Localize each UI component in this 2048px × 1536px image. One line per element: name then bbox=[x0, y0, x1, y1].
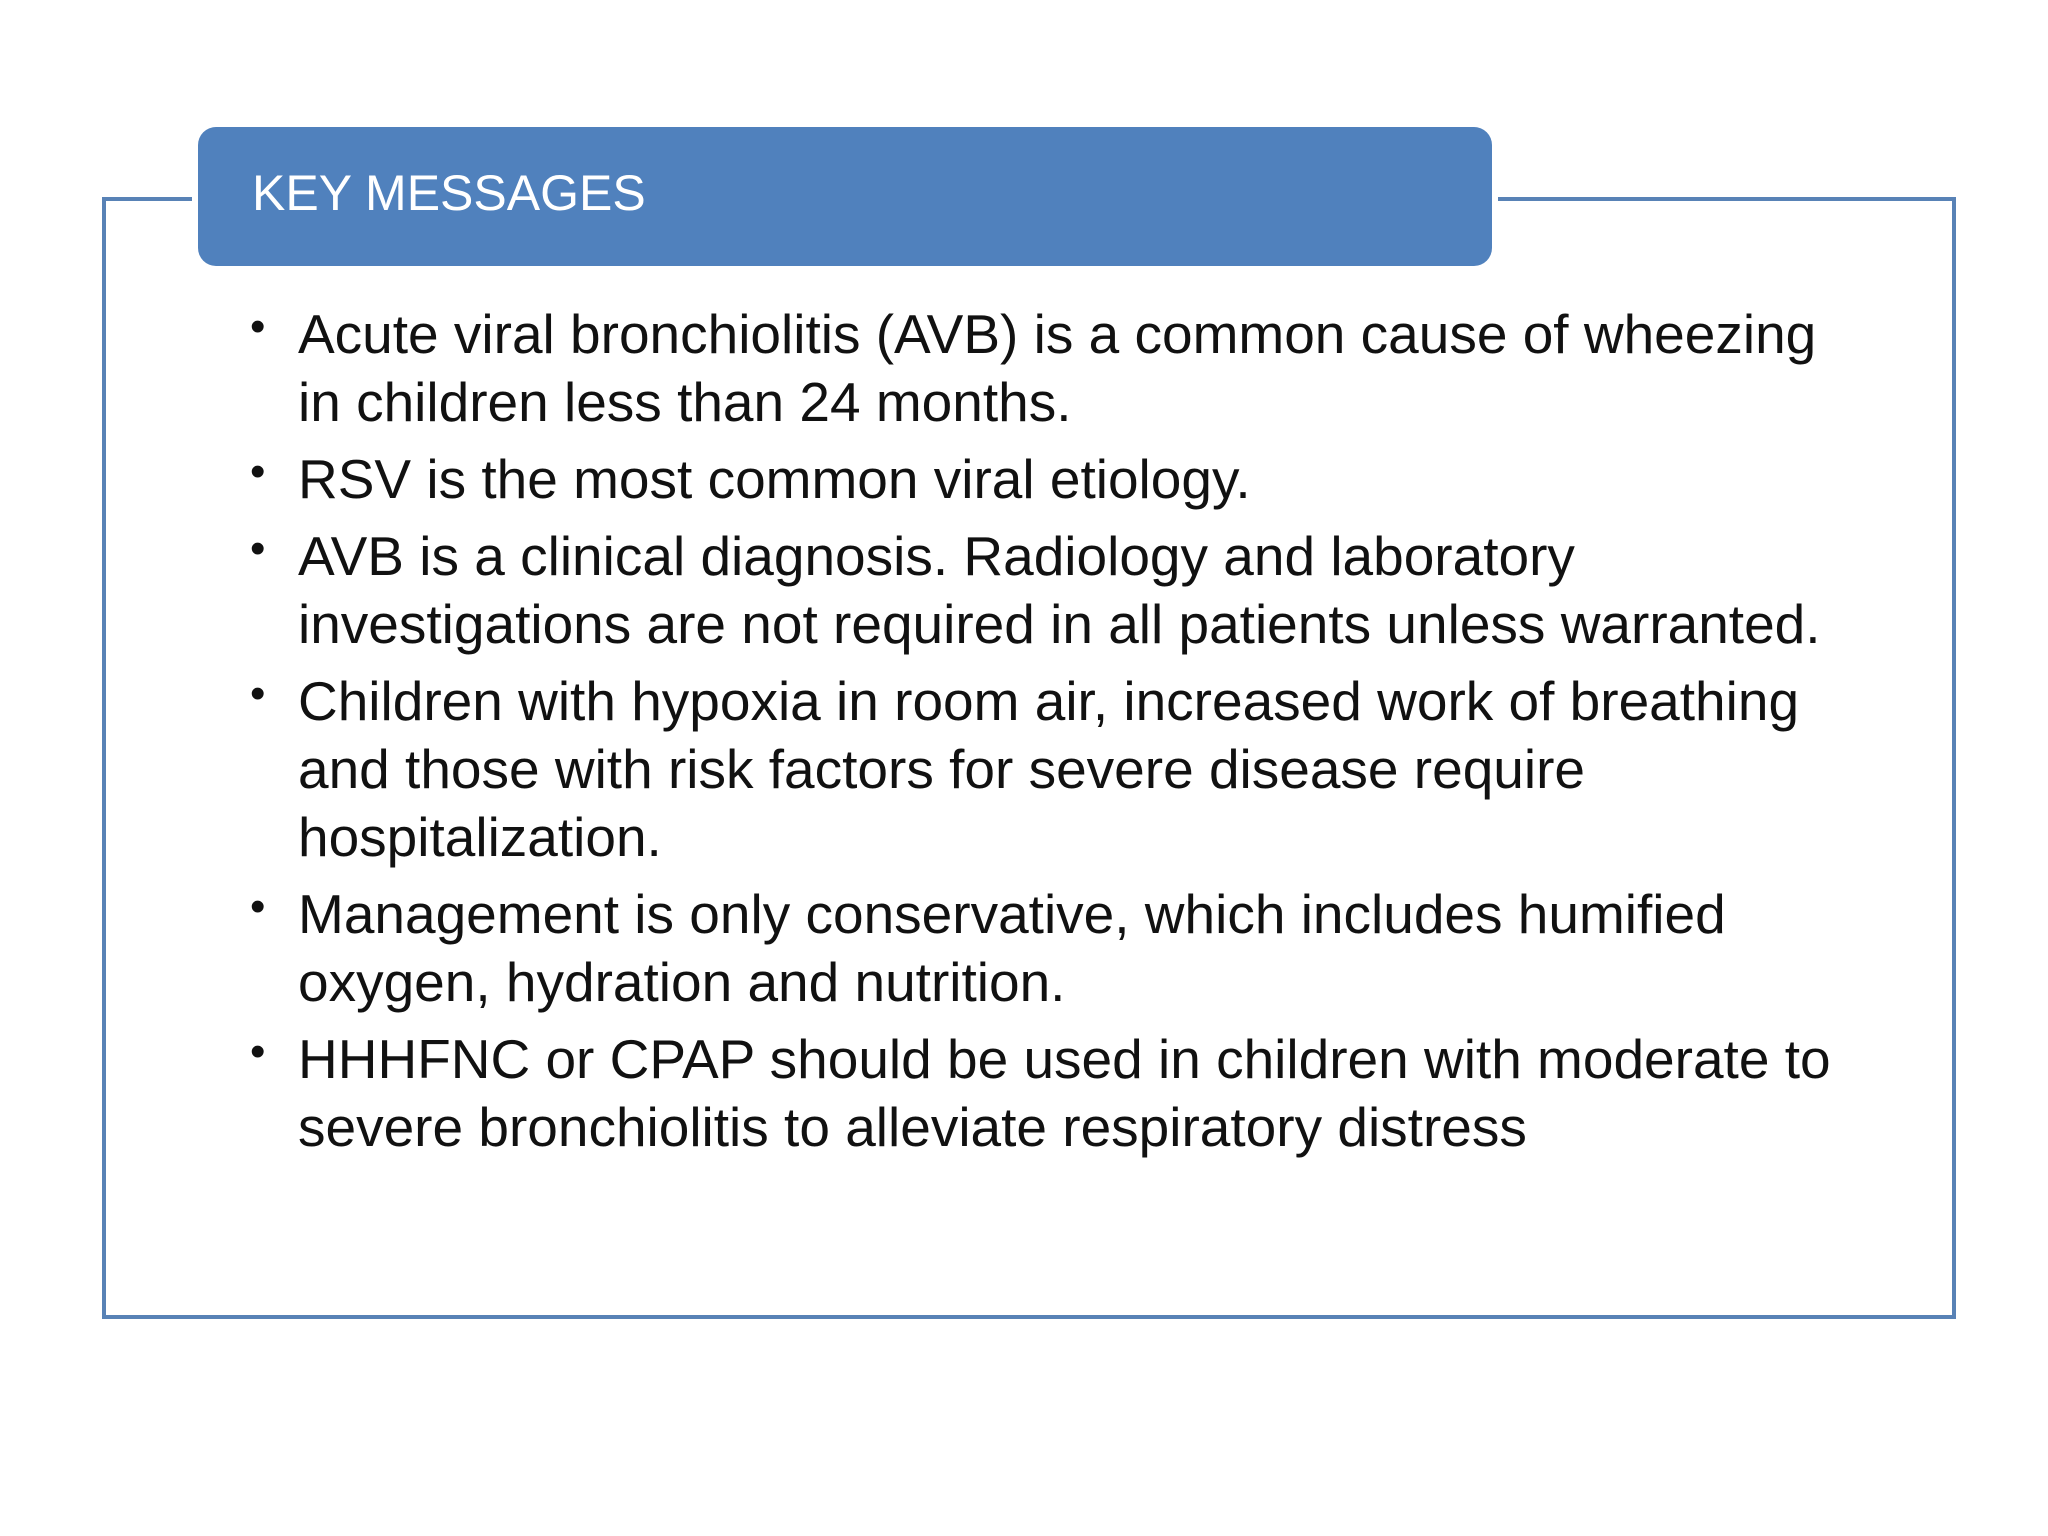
bullet-item bbox=[240, 667, 1840, 871]
bullet-text: Children with hypoxia in room air, increased work of breathing and those with risk factors for severe disease require hospitalization. bbox=[298, 670, 1800, 868]
key-messages-header bbox=[198, 127, 1492, 266]
bullet-text: AVB is a clinical diagnosis. Radiology and laboratory investigations are not required in all patients unless warranted. bbox=[298, 525, 1821, 655]
bullet-dot-icon: • bbox=[250, 302, 266, 351]
bullet-dot-icon: • bbox=[250, 669, 266, 718]
bullet-item bbox=[240, 880, 1840, 1016]
header-title: KEY MESSAGES bbox=[252, 164, 646, 221]
bullet-text: RSV is the most common viral etiology. bbox=[298, 448, 1251, 510]
bullet-dot-icon: • bbox=[250, 882, 266, 931]
bullet-dot-icon: • bbox=[250, 524, 266, 573]
bullet-item bbox=[240, 300, 1840, 436]
bullet-text: Management is only conservative, which includes humified oxygen, hydration and nutrition. bbox=[298, 883, 1726, 1013]
bullet-dot-icon: • bbox=[250, 1027, 266, 1076]
bullet-text: HHHFNC or CPAP should be used in children with moderate to severe bronchiolitis to alleviate respiratory distress bbox=[298, 1028, 1831, 1158]
bullet-text: Acute viral bronchiolitis (AVB) is a common cause of wheezing in children less than 24 months. bbox=[298, 303, 1817, 433]
bullet-item bbox=[240, 522, 1840, 658]
bullet-list bbox=[240, 300, 1840, 1170]
bullet-dot-icon: • bbox=[250, 447, 266, 496]
bullet-item bbox=[240, 1025, 1840, 1161]
bullet-item bbox=[240, 445, 1840, 513]
